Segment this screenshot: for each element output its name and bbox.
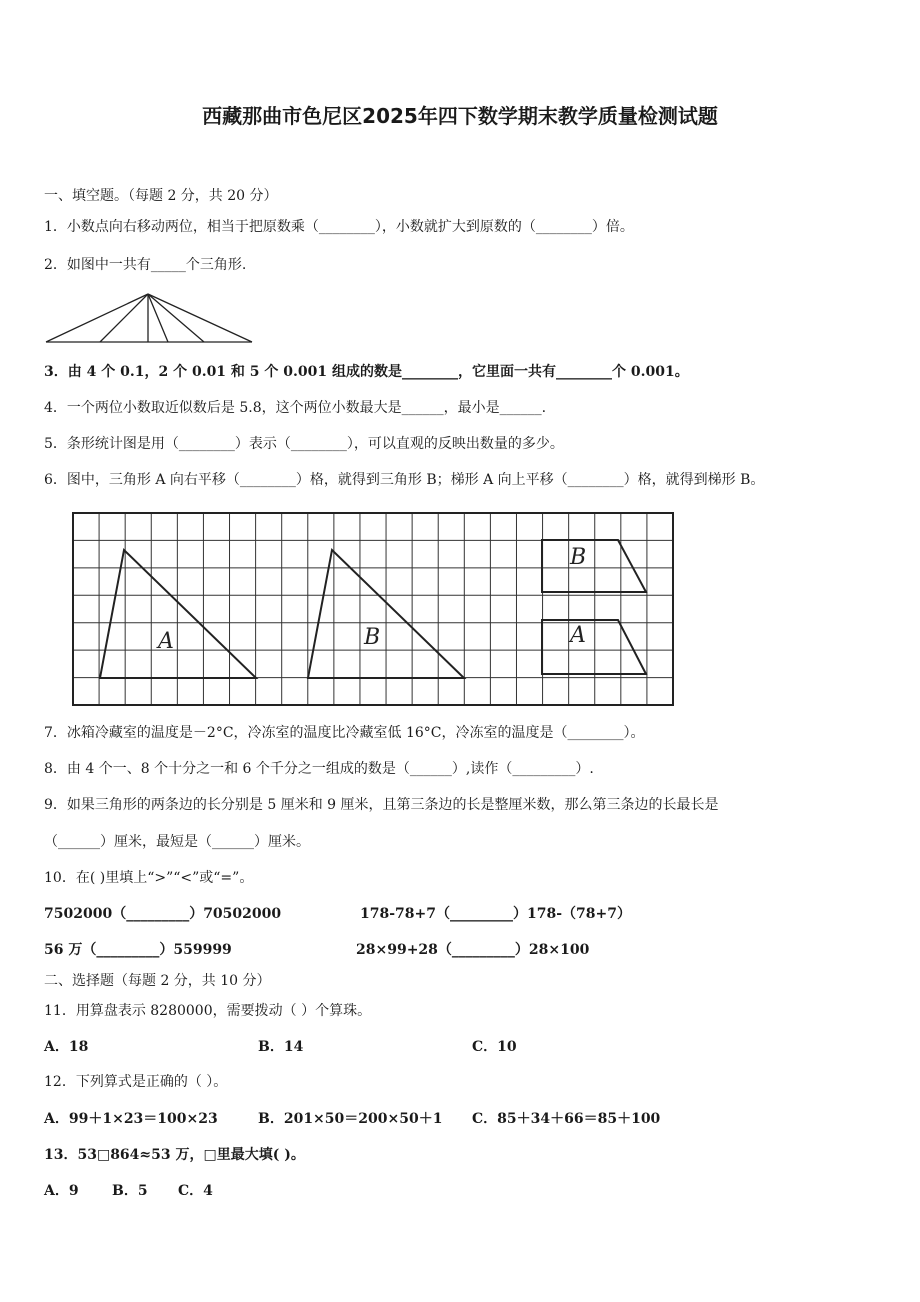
trapezoid-b <box>542 540 646 592</box>
triangle-a-label: A <box>158 629 174 654</box>
question-5: 5．条形统计图是用（________）表示（________），可以直观的反映出数量的多少。 <box>44 436 564 452</box>
translation-grid-figure <box>72 512 678 710</box>
compare-item-a: 7502000（_________）70502000 <box>44 906 282 922</box>
question-13: 13．53□864≈53 万，□里最大填( )。 <box>44 1147 305 1163</box>
q13-option-a: A．9 <box>44 1183 79 1199</box>
q12-option-c: C．85＋34＋66＝85＋100 <box>472 1111 661 1127</box>
question-1: 1．小数点向右移动两位，相当于把原数乘（________），小数就扩大到原数的（________）倍。 <box>44 219 634 235</box>
question-11: 11．用算盘表示 8280000，需要拨动（ ）个算珠。 <box>44 1003 372 1019</box>
question-12: 12．下列算式是正确的（ ）。 <box>44 1074 228 1090</box>
q12-option-a: A．99＋1×23＝100×23 <box>44 1111 218 1127</box>
question-9-continued: （______）厘米，最短是（______）厘米。 <box>44 834 310 850</box>
question-8: 8．由 4 个一、8 个十分之一和 6 个千分之一组成的数是（______）,读作（_________）. <box>44 761 594 777</box>
question-9: 9．如果三角形的两条边的长分别是 5 厘米和 9 厘米，且第三条边的长是整厘米数，那么第三条边的长最长是 <box>44 797 719 813</box>
q11-option-b: B．14 <box>258 1039 304 1055</box>
page-title: 西藏那曲市色尼区2025年四下数学期末教学质量检测试题 <box>202 104 718 128</box>
q13-option-c: C．4 <box>178 1183 213 1199</box>
triangle-b-label: B <box>364 625 381 650</box>
trapezoid-a <box>542 620 646 674</box>
q13-option-b: B．5 <box>112 1183 148 1199</box>
compare-item-d: 28×99+28（_________）28×100 <box>356 942 590 958</box>
q11-option-a: A．18 <box>44 1039 89 1055</box>
question-7: 7．冰箱冷藏室的温度是－2°C，冷冻室的温度比冷藏室低 16°C，冷冻室的温度是（________）。 <box>44 725 645 741</box>
triangle-a <box>100 550 256 678</box>
compare-item-c: 56 万（_________）559999 <box>44 942 232 958</box>
question-6: 6．图中，三角形 A 向右平移（________）格，就得到三角形 B；梯形 A 向上平移（________）格，就得到梯形 B。 <box>44 472 765 488</box>
question-4: 4．一个两位小数取近似数后是 5.8，这个两位小数最大是______，最小是______. <box>44 400 547 416</box>
question-2: 2．如图中一共有_____个三角形. <box>44 257 247 273</box>
q12-option-b: B．201×50＝200×50＋1 <box>258 1111 443 1127</box>
question-10: 10．在( )里填上“>”“<”或“=”。 <box>44 870 254 886</box>
question-3: 3．由 4 个 0.1，2 个 0.01 和 5 个 0.001 组成的数是________，它里面一共有________个 0.001。 <box>44 364 689 380</box>
q11-option-c: C．10 <box>472 1039 517 1055</box>
triangle-figure <box>44 290 256 346</box>
compare-item-b: 178-78+7（_________）178-（78+7） <box>360 906 631 922</box>
trapezoid-b-label: B <box>570 545 587 570</box>
trapezoid-a-label: A <box>570 623 586 648</box>
section-heading-choice: 二、选择题（每题 2 分，共 10 分） <box>44 973 271 989</box>
section-heading-fill-blank: 一、填空题。（每题 2 分，共 20 分） <box>44 188 278 204</box>
